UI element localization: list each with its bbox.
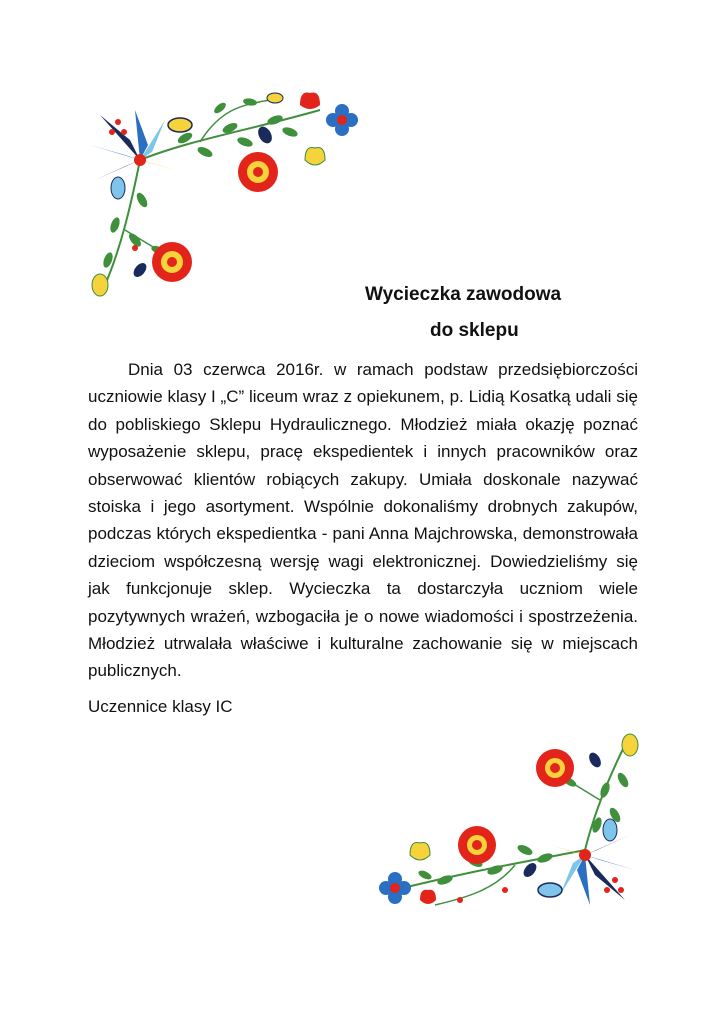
document-title-line1: Wycieczka zawodowa xyxy=(365,284,562,305)
signature: Uczennice klasy IC xyxy=(88,697,233,716)
document-title-line2: do sklepu xyxy=(430,320,519,341)
document-body xyxy=(88,356,638,685)
body-paragraph: Dnia 03 czerwca 2016r. w ramach podstaw przedsiębiorczości uczniowie klasy I „C” liceum wraz z opiekunem, p. Lidią Kosatką udali się do pobliskiego Sklepu Hydraulicznego. Młodzież miała okazję poznać wyposażenie sklepu, pracę ekspedientek i innych pracowników oraz obserwować klientów robiących zakupy. Umiała doskonale nazywać stoiska i jego asortyment. Wspólnie dokonaliśmy drobnych zakupów, podczas których ekspedientka - pani Anna Majchrowska, demonstrowała dzieciom współczesną wersję wagi elektronicznej. Dowiedzieliśmy się jak funkcjonuje sklep. Wycieczka ta dostarczyła uczniom wiele pozytywnych wrażeń, wzbogaciła je o nowe wiadomości i spostrzeżenia. Młodzież utrwalała właściwe i kulturalne zachowanie się w miejscach publicznych. xyxy=(88,360,638,681)
floral-ornament-top xyxy=(80,80,370,300)
floral-ornament-bottom xyxy=(365,730,650,920)
